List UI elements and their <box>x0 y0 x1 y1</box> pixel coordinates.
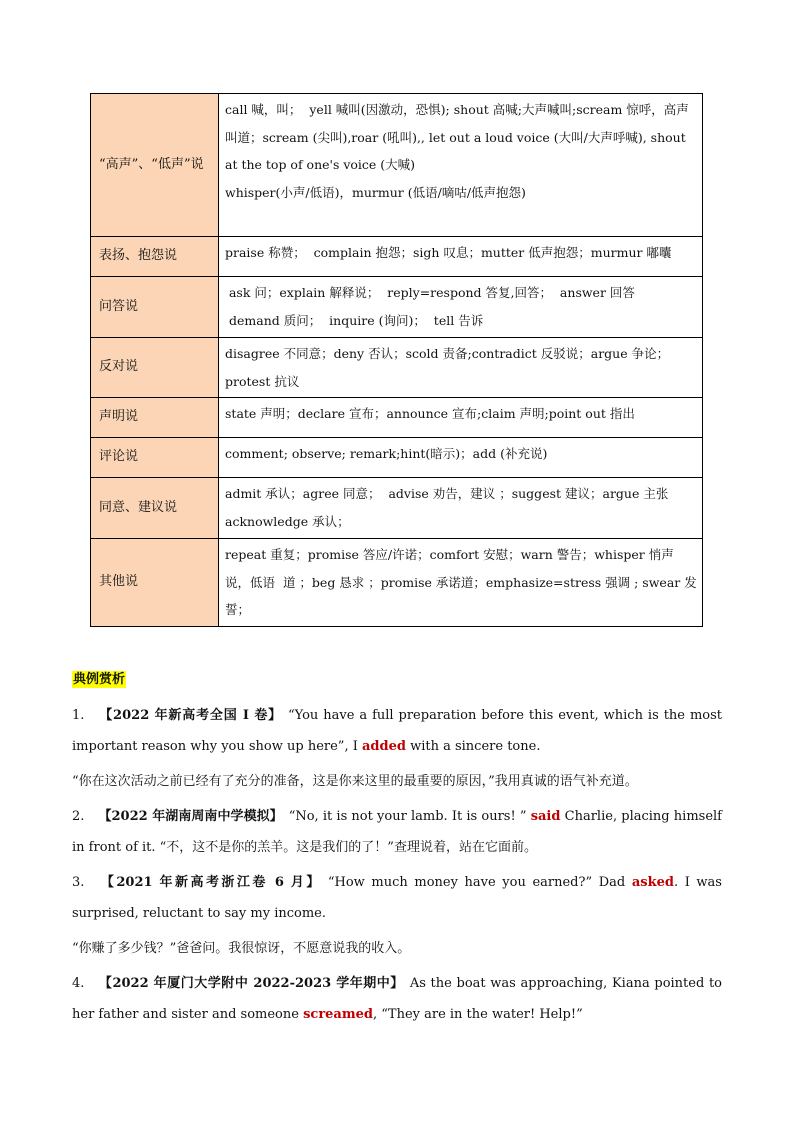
example-item <box>72 700 722 762</box>
example-keyword: added <box>361 739 406 754</box>
words-line: disagree 不同意；deny 否认；scold 责备;contradict 反驳说；argue 争论；protest 抗议 <box>225 346 670 389</box>
category-cell: 其他说 <box>91 539 219 627</box>
words-line: admit 承认；agree 同意； advise 劝告，建议 ；suggest 建议；argue 主张 <box>225 486 669 501</box>
words-line: acknowledge 承认； <box>225 513 350 529</box>
example-source: 【2022 年新高考全国 I 卷】 <box>98 708 282 723</box>
category-cell: 同意、建议说 <box>91 478 219 539</box>
table-row <box>91 539 703 627</box>
example-source: 【2022 年厦门大学附中 2022-2023 学年期中】 <box>98 976 404 991</box>
example-number: 1. <box>72 708 85 723</box>
table-row <box>91 478 703 539</box>
words-line: whisper(小声/低语)，murmur (低语/嘀咕/低声抱怨) <box>225 184 526 200</box>
example-text: Charlie, placing himself in front of it. “不，这不是你的羔羊。这是我们的了！”查理说着，站在它面前。 <box>72 809 722 855</box>
category-cell: 反对说 <box>91 338 219 398</box>
words-line: repeat 重复；promise 答应/许诺；comfort 安慰；warn 警告；whisper 悄声说，低语 道 ；beg 恳求 ；promise 承诺道；emphasize=stress 强调 ; swear 发誓； <box>225 547 697 617</box>
words-cell <box>219 539 703 627</box>
example-text: . I was surprised, reluctant to say my income. <box>72 875 722 921</box>
example-keyword: said <box>530 809 561 824</box>
example-keyword: asked <box>631 875 674 890</box>
table-row <box>91 277 703 338</box>
table-row <box>91 94 703 237</box>
example-source: 【2021 年新高考浙江卷 6 月】 <box>98 875 322 890</box>
category-cell: 评论说 <box>91 438 219 478</box>
example-translation: “你赚了多少钱？”爸爸问。我很惊讶，不愿意说我的收入。 <box>72 941 411 956</box>
example-item <box>72 801 722 863</box>
example-source: 【2022 年湖南周南中学模拟】 <box>98 809 283 824</box>
example-text: “No, it is not your lamb. It is ours! ” <box>288 809 531 824</box>
category-cell: 问答说 <box>91 277 219 338</box>
words-cell <box>219 398 703 438</box>
example-translation: “你在这次活动之前已经有了充分的准备，这是你来这里的最重要的原因，”我用真诚的语气补充道。 <box>72 774 638 789</box>
words-line: ask 问；explain 解释说； reply=respond 答复,回答； answer 回答 <box>225 285 635 300</box>
example-text: “How much money have you earned?” Dad <box>327 875 632 890</box>
example-text: with a sincere tone. <box>405 739 541 754</box>
words-cell <box>219 478 703 539</box>
example-keyword: screamed <box>303 1007 373 1022</box>
category-cell: 表扬、抱怨说 <box>91 237 219 277</box>
example-text: “You have a full preparation before this event, which is the most important reason why you show up here”, I <box>72 708 723 754</box>
words-line: comment; observe; remark;hint(暗示)；add (补充说) <box>225 446 548 461</box>
words-line: praise 称赞； complain 抱怨；sigh 叹息；mutter 低声抱怨；murmur 嘟囔 <box>225 245 672 260</box>
example-number: 2. <box>72 809 85 824</box>
category-cell: “高声”、“低声”说 <box>91 94 219 237</box>
words-cell <box>219 338 703 398</box>
example-text: , “They are in the water! Help!” <box>372 1007 583 1022</box>
example-item <box>72 968 722 1030</box>
category-cell: 声明说 <box>91 398 219 438</box>
examples-list <box>72 700 722 1034</box>
example-number: 3. <box>72 875 85 890</box>
words-cell <box>219 237 703 277</box>
table-row <box>91 438 703 478</box>
words-cell <box>219 94 703 237</box>
example-item <box>72 867 722 929</box>
example-text: As the boat was approaching, Kiana pointed to her father and sister and someone <box>72 976 722 1022</box>
table-row <box>91 338 703 398</box>
words-cell <box>219 438 703 478</box>
words-cell <box>219 277 703 338</box>
words-line: state 声明；declare 宣布；announce 宣布;claim 声明;point out 指出 <box>225 406 635 421</box>
words-line: demand 质问； inquire (询问)； tell 告诉 <box>225 312 484 328</box>
table-row <box>91 398 703 438</box>
vocabulary-table <box>90 93 703 627</box>
table-row <box>91 237 703 277</box>
example-number: 4. <box>72 976 85 991</box>
section-title: 典例赏析 <box>73 672 126 687</box>
words-line: call 喊，叫； yell 喊叫(因激动，恐惧); shout 高喊;大声喊叫;scream 惊呼，高声叫道；scream (尖叫),roar (吼叫),, let out a loud voice (大叫/大声呼喊), shout at the top of one's voice (大喊) <box>225 102 690 172</box>
